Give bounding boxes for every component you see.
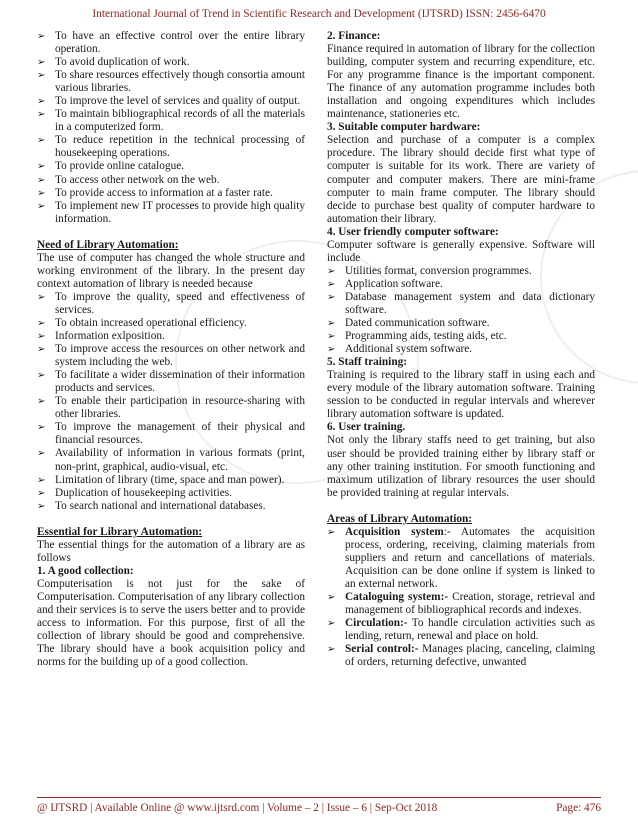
bullet-item: [37, 200, 305, 226]
bullet-text: To improve the management of their physical and financial resources.: [55, 421, 305, 447]
bullet-text: To improve access the resources on other network and system including the web.: [55, 343, 305, 369]
bullet-item: [37, 174, 305, 187]
bullet-item: [327, 265, 595, 278]
bullet-text: Dated communication software.: [345, 317, 490, 330]
left-column: [37, 30, 305, 669]
software-text: Computer software is generally expensive. Software will include: [327, 238, 595, 264]
bullet-text: Additional system software.: [345, 343, 473, 356]
software-list: [327, 265, 595, 356]
area-term: Circulation:-: [345, 617, 408, 630]
area-term: Serial control:-: [345, 643, 419, 656]
user-heading: 6. User training.: [327, 421, 406, 434]
bullet-item: [37, 291, 305, 317]
bullet-item: [37, 317, 305, 330]
bullet-item: [37, 134, 305, 160]
area-item: [327, 617, 595, 643]
bullet-text: To share resources effectively though consortia amount various libraries.: [55, 69, 305, 95]
area-item: [327, 643, 595, 669]
software-heading: 4. User friendly computer software:: [327, 225, 499, 238]
bullet-text: Information exlposition.: [55, 330, 165, 343]
arrow-bullet-icon: ➢: [37, 109, 46, 121]
page-footer: [37, 797, 601, 814]
objectives-list: [37, 30, 305, 226]
bullet-text: To reduce repetition in the technical processing of housekeeping operations.: [55, 134, 305, 160]
arrow-bullet-icon: ➢: [37, 31, 46, 42]
bullet-item: [37, 95, 305, 108]
bullet-item: [37, 487, 305, 500]
area-item: [327, 591, 595, 617]
bullet-item: [327, 291, 595, 317]
bullet-text: Duplication of housekeeping activities.: [55, 486, 232, 499]
bullet-item: [37, 395, 305, 421]
area-item: [327, 526, 595, 591]
arrow-bullet-icon: ➢: [37, 161, 46, 173]
bullet-text: To implement new IT processes to provide high quality information.: [55, 199, 305, 225]
need-intro: The use of computer has changed the whole structure and working environment of the library. In the present day context automation of library is needed because: [37, 251, 305, 290]
arrow-bullet-icon: ➢: [37, 370, 46, 382]
arrow-bullet-icon: ➢: [327, 526, 336, 538]
arrow-bullet-icon: ➢: [327, 344, 336, 356]
bullet-text: To enable their participation in resource-sharing with other libraries.: [55, 395, 305, 421]
bullet-text: To search national and international databases.: [55, 499, 266, 512]
bullet-item: [37, 421, 305, 447]
bullet-text: To obtain increased operational efficiency.: [55, 316, 247, 329]
bullet-text: To facilitate a wider dissemination of their information products and services.: [55, 369, 305, 395]
arrow-bullet-icon: ➢: [37, 70, 46, 82]
hardware-heading: 3. Suitable computer hardware:: [327, 121, 481, 134]
arrow-bullet-icon: ➢: [37, 422, 46, 434]
finance-text: Finance required in automation of library for the collection building, computer system and recurring expenditure, etc. For any programme finance is the important component. The finance of any automation programme includes both installation and ongoing expenditures which includes maintenance, stationeries etc.: [327, 43, 595, 121]
bullet-item: [37, 56, 305, 69]
user-text: Not only the library staffs need to get training, but also user should be provided training either by library staff or any other training institution. For smooth functioning and maximum utilization of library resources the user should be provided training at regular intervals.: [327, 434, 595, 499]
arrow-bullet-icon: ➢: [327, 644, 336, 656]
bullet-text: To improve the quality, speed and effectiveness of services.: [55, 290, 305, 316]
bullet-text: Programming aids, testing aids, etc.: [345, 330, 507, 343]
bullet-item: [327, 330, 595, 343]
arrow-bullet-icon: ➢: [37, 174, 46, 186]
bullet-item: [37, 474, 305, 487]
arrow-bullet-icon: ➢: [37, 135, 46, 147]
staff-heading: 5. Staff training:: [327, 356, 408, 369]
bullet-text: To maintain bibliographical records of all the materials in a computerized form.: [55, 108, 305, 134]
area-text: To handle circulation activities such as lending, return, renewal and place on hold.: [345, 617, 595, 643]
arrow-bullet-icon: ➢: [37, 344, 46, 356]
arrow-bullet-icon: ➢: [327, 291, 336, 303]
arrow-bullet-icon: ➢: [327, 331, 336, 343]
bullet-text: Limitation of library (time, space and man power).: [55, 473, 285, 486]
bullet-item: [37, 447, 305, 473]
arrow-bullet-icon: ➢: [37, 500, 46, 512]
arrow-bullet-icon: ➢: [327, 265, 336, 277]
bullet-item: [37, 187, 305, 200]
bullet-text: To avoid duplication of work.: [55, 56, 190, 69]
right-column: [327, 30, 595, 669]
arrow-bullet-icon: ➢: [37, 317, 46, 329]
bullet-text: To have an effective control over the entire library operation.: [55, 30, 305, 56]
bullet-text: To provide online catalogue.: [55, 160, 185, 173]
essential-heading: Essential for Library Automation:: [37, 525, 203, 538]
essential-intro: The essential things for the automation of a library are as follows: [37, 538, 305, 564]
footer-citation: @ IJTSRD | Available Online @ www.ijtsrd.com | Volume – 2 | Issue – 6 | Sep-Oct 2018: [37, 802, 438, 814]
need-list: [37, 291, 305, 513]
need-heading: Need of Library Automation:: [37, 238, 179, 251]
bullet-item: [37, 343, 305, 369]
arrow-bullet-icon: ➢: [327, 618, 336, 630]
bullet-text: Availability of information in various formats (print, non-print, graphical, audio-visual, etc.: [55, 447, 305, 473]
bullet-item: [37, 160, 305, 173]
bullet-text: Database management system and data dictionary software.: [345, 290, 595, 316]
arrow-bullet-icon: ➢: [37, 96, 46, 108]
staff-text: Training is required to the library staff in using each and every module of the library automation software. Training session to be conducted in regular intervals and wherever library automation software is updated.: [327, 369, 595, 421]
arrow-bullet-icon: ➢: [37, 57, 46, 69]
journal-header: International Journal of Trend in Scientific Research and Development (IJTSRD) ISSN: 2456-6470: [92, 8, 546, 20]
area-text: Creation, storage, retrieval and management of bibliographical records and indexes.: [345, 590, 596, 617]
arrow-bullet-icon: ➢: [327, 318, 336, 330]
arrow-bullet-icon: ➢: [37, 291, 46, 303]
page-number: Page: 476: [556, 802, 601, 814]
arrow-bullet-icon: ➢: [37, 474, 46, 486]
bullet-item: [327, 343, 595, 356]
bullet-text: Application software.: [345, 277, 443, 290]
arrow-bullet-icon: ➢: [327, 591, 336, 603]
collection-text: Computerisation is not just for the sake of Computerisation. Computerisation of any library collection and their services is to serve the users better and to provide access to information. For this purpose, first of all the collection of library should be good and comprehensive. The library should have a book acquisition policy and norms for the building up of a good collection.: [37, 577, 305, 669]
area-separator: :-: [443, 525, 461, 538]
bullet-item: [37, 500, 305, 513]
arrow-bullet-icon: ➢: [37, 331, 46, 343]
bullet-text: To improve the level of services and quality of output.: [55, 95, 301, 108]
bullet-item: [37, 330, 305, 343]
bullet-item: [327, 317, 595, 330]
bullet-text: Utilities format, conversion programmes.: [345, 264, 532, 277]
bullet-item: [37, 69, 305, 95]
arrow-bullet-icon: ➢: [37, 487, 46, 499]
area-text: Automates the acquisition process, ordering, receiving, claiming materials from suppliers and return and cancellations of materials. Acquisition can be done online if system is linked to an external network.: [345, 525, 595, 590]
hardware-text: Selection and purchase of a computer is a complex procedure. The library should decide first what type of computer is suitable for its work. There are variety of computer and computer makers. There are mini-frame computer to main frame computer. The library should decide to purchase best quality of computer hardware to automation their library.: [327, 134, 595, 225]
area-term: Acquisition system: [345, 525, 444, 538]
area-term: Cataloguing system:-: [345, 590, 449, 603]
areas-heading: Areas of Library Automation:: [327, 512, 473, 525]
collection-heading: 1. A good collection:: [37, 564, 134, 577]
bullet-text: To provide access to information at a faster rate.: [55, 186, 273, 199]
areas-list: [327, 526, 595, 670]
bullet-text: To access other network on the web.: [55, 173, 220, 186]
finance-heading: 2. Finance:: [327, 30, 381, 42]
arrow-bullet-icon: ➢: [37, 396, 46, 408]
area-text: Manages placing, canceling, claiming of orders, returning defective, unwanted: [345, 643, 596, 669]
bullet-item: [327, 278, 595, 291]
arrow-bullet-icon: ➢: [37, 448, 46, 460]
arrow-bullet-icon: ➢: [37, 187, 46, 199]
bullet-item: [37, 30, 305, 56]
arrow-bullet-icon: ➢: [37, 200, 46, 212]
bullet-item: [37, 108, 305, 134]
arrow-bullet-icon: ➢: [327, 278, 336, 290]
bullet-item: [37, 369, 305, 395]
